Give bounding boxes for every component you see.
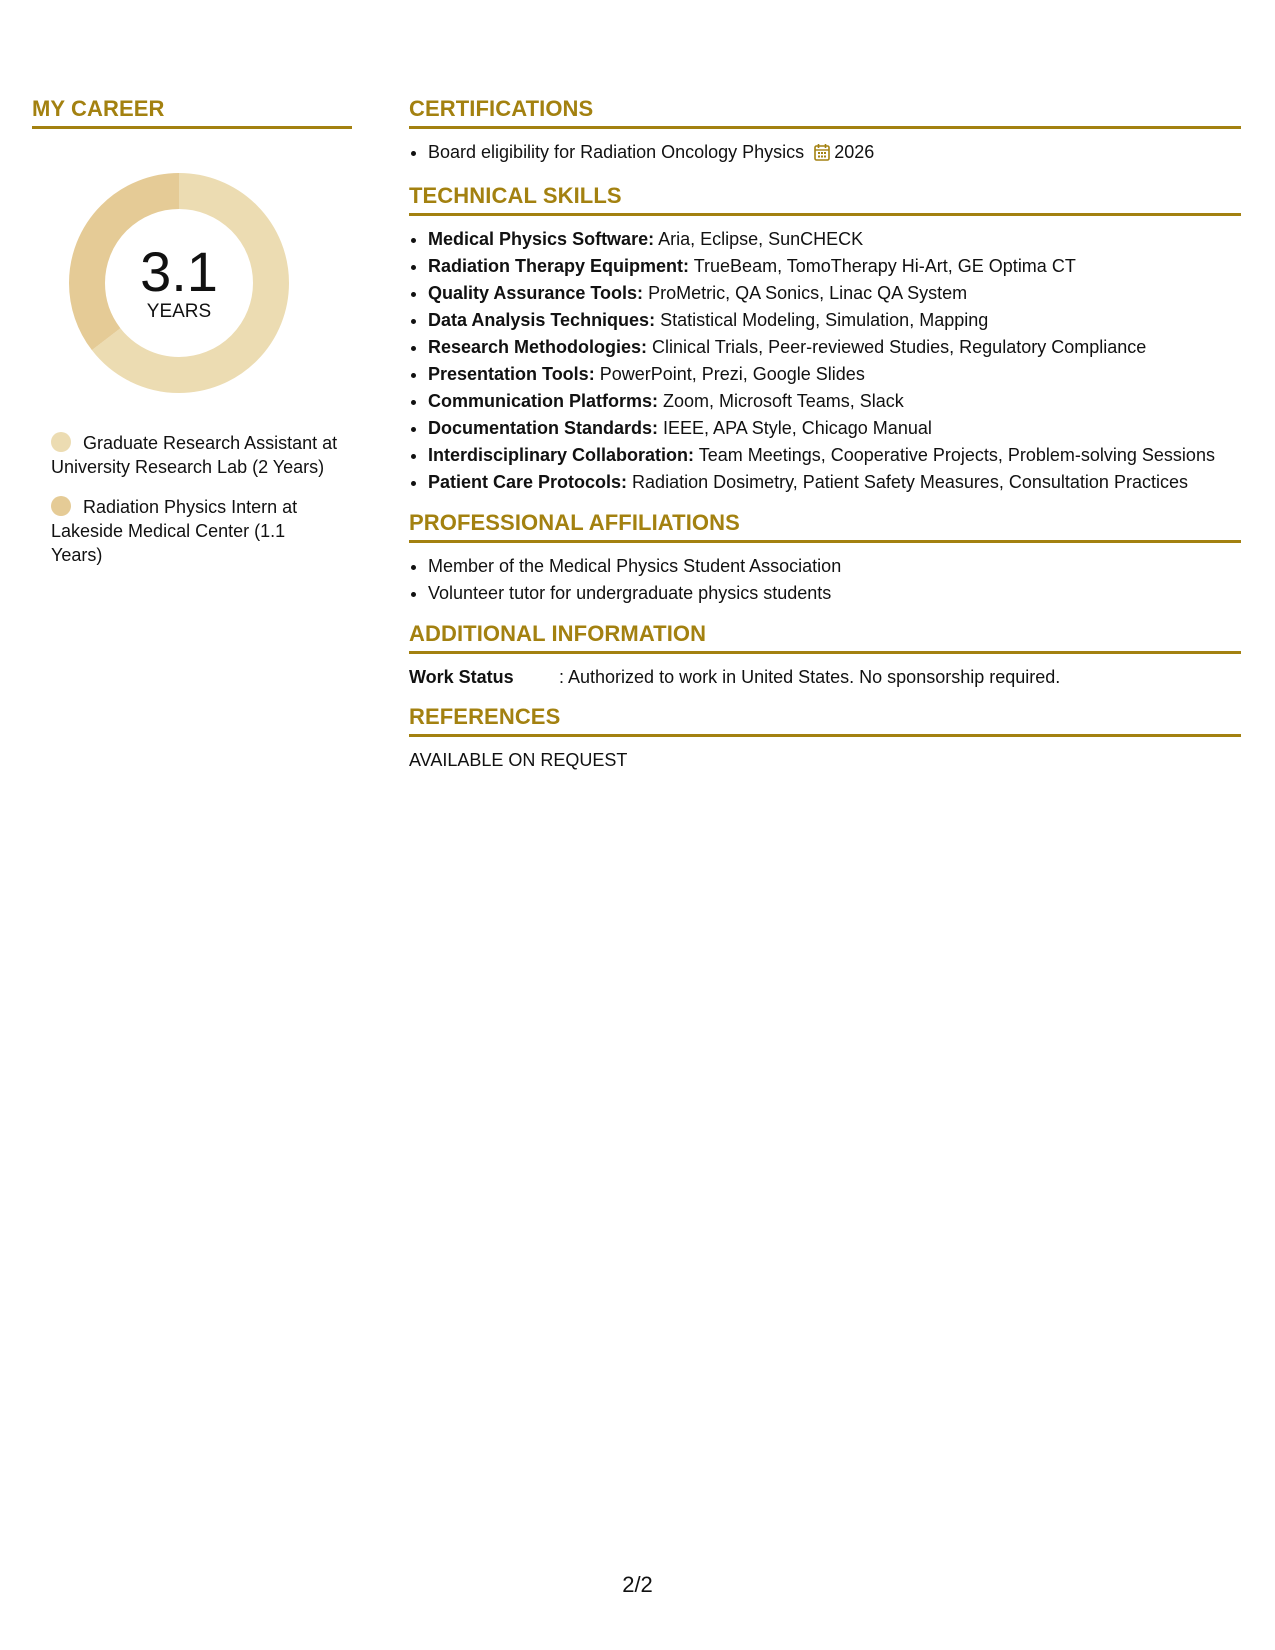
career-total-years: 3.1	[140, 240, 218, 303]
references-text: AVAILABLE ON REQUEST	[409, 750, 628, 770]
skill-label: Radiation Therapy Equipment:	[428, 256, 690, 276]
skill-value: IEEE, APA Style, Chicago Manual	[658, 418, 932, 438]
main-column	[409, 96, 1241, 787]
skills-list	[409, 226, 1241, 496]
list-item	[428, 469, 1241, 496]
certifications-section	[409, 96, 1241, 169]
career-title: MY CAREER	[32, 96, 352, 129]
skills-title: TECHNICAL SKILLS	[409, 183, 1241, 216]
list-item	[428, 415, 1241, 442]
legend-label: Radiation Physics Intern at Lakeside Medical Center (1.1 Years)	[51, 497, 298, 565]
affiliations-list	[409, 553, 1241, 607]
list-item	[428, 226, 1241, 253]
skill-value: Clinical Trials, Peer-reviewed Studies, Regulatory Compliance	[647, 337, 1147, 357]
list-item	[428, 361, 1241, 388]
calendar-icon	[814, 142, 830, 169]
career-column	[32, 96, 352, 583]
references-title: REFERENCES	[409, 704, 1241, 737]
certifications-title: CERTIFICATIONS	[409, 96, 1241, 129]
skill-label: Data Analysis Techniques:	[428, 310, 656, 330]
career-total-unit: YEARS	[146, 301, 212, 322]
donut-center	[67, 171, 291, 395]
list-item	[428, 280, 1241, 307]
skill-label: Interdisciplinary Collaboration:	[428, 445, 695, 465]
affiliations-section	[409, 510, 1241, 607]
legend-item	[51, 431, 341, 479]
legend-dot-icon	[51, 432, 71, 452]
skill-value: Zoom, Microsoft Teams, Slack	[658, 391, 904, 411]
list-item	[428, 334, 1241, 361]
skill-label: Presentation Tools:	[428, 364, 595, 384]
skill-value: Statistical Modeling, Simulation, Mapping	[655, 310, 989, 330]
skills-section	[409, 183, 1241, 496]
list-item	[428, 307, 1241, 334]
skill-value: PowerPoint, Prezi, Google Slides	[594, 364, 865, 384]
list-item	[428, 388, 1241, 415]
affiliations-title: PROFESSIONAL AFFILIATIONS	[409, 510, 1241, 543]
list-item	[428, 442, 1241, 469]
skill-label: Medical Physics Software:	[428, 229, 655, 249]
additional-info-title: ADDITIONAL INFORMATION	[409, 621, 1241, 654]
list-item: • Member of the Medical Physics Student Association	[428, 553, 1241, 580]
skill-value: TrueBeam, TomoTherapy Hi-Art, GE Optima CT	[689, 256, 1076, 276]
additional-info-section	[409, 621, 1241, 690]
info-label: Work Status	[409, 667, 514, 687]
legend-label: Graduate Research Assistant at University Research Lab (2 Years)	[51, 433, 338, 477]
references-section	[409, 704, 1241, 773]
skill-value: ProMetric, QA Sonics, Linac QA System	[643, 283, 968, 303]
page-number: 2/2	[622, 1572, 653, 1597]
career-donut-chart	[67, 171, 291, 395]
info-value: : Authorized to work in United States. No sponsorship required.	[559, 667, 1061, 687]
legend-dot-icon	[51, 496, 71, 516]
certification-text: Board eligibility for Radiation Oncology Physics	[428, 142, 805, 162]
skill-label: Research Methodologies:	[428, 337, 648, 357]
certifications-list	[409, 139, 1241, 169]
certification-date: 2026	[834, 142, 875, 162]
list-item: • Volunteer tutor for undergraduate physics students	[428, 580, 1241, 607]
info-row	[409, 664, 1241, 690]
skill-value: Radiation Dosimetry, Patient Safety Measures, Consultation Practices	[627, 472, 1188, 492]
legend-item	[51, 495, 341, 567]
career-legend	[51, 431, 341, 567]
skill-value: Aria, Eclipse, SunCHECK	[654, 229, 864, 249]
skill-label: Quality Assurance Tools:	[428, 283, 644, 303]
skill-value: Team Meetings, Cooperative Projects, Problem-solving Sessions	[694, 445, 1215, 465]
skill-label: Documentation Standards:	[428, 418, 659, 438]
skill-label: Patient Care Protocols:	[428, 472, 628, 492]
list-item	[428, 139, 1241, 169]
list-item	[428, 253, 1241, 280]
skill-label: Communication Platforms:	[428, 391, 659, 411]
